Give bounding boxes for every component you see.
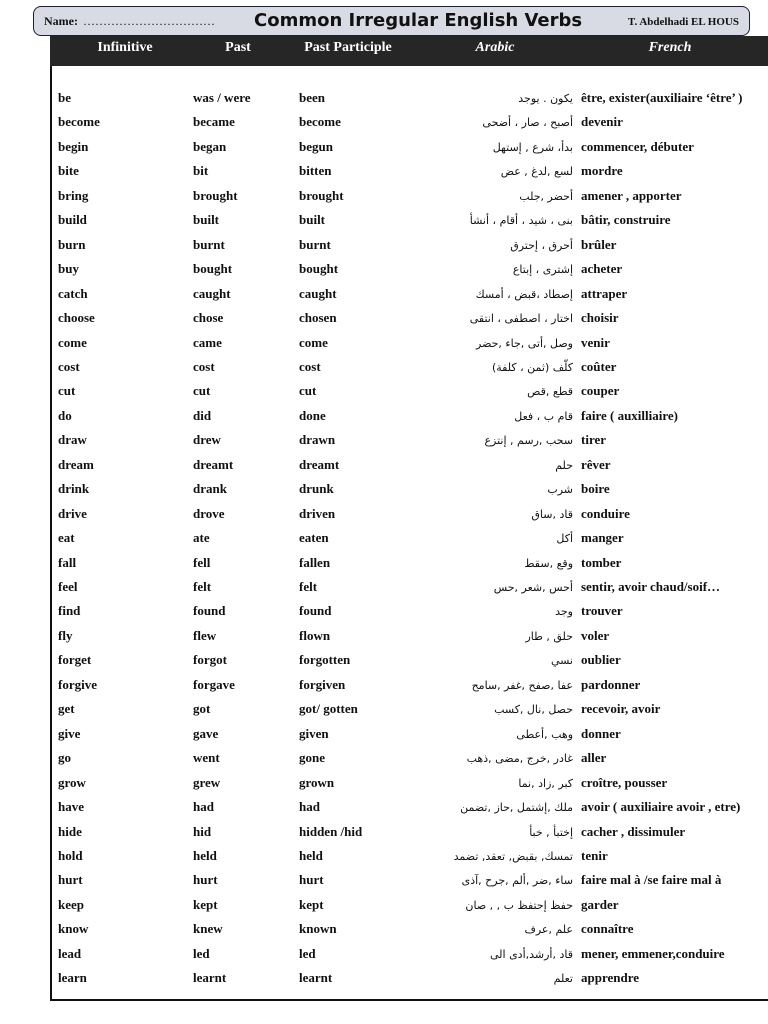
table-row <box>58 283 763 307</box>
french-cell: être, exister(auxiliaire ‘être’ ) <box>581 90 743 105</box>
past-participle-cell: forgiven <box>299 676 346 692</box>
past-participle-cell: known <box>299 921 337 937</box>
arabic-cell: كبر ,زاد ,نما <box>518 776 573 790</box>
past-cell: bought <box>193 261 233 277</box>
infinitive-cell: build <box>58 212 87 228</box>
author-name: T. Abdelhadi EL HOUS <box>627 16 739 28</box>
past-cell: found <box>193 603 226 619</box>
past-participle-cell: bought <box>299 261 339 277</box>
french-cell: brûler <box>581 236 617 252</box>
table-row <box>58 796 763 820</box>
table-row <box>58 527 763 551</box>
arabic-cell: إختبأ , خبأ <box>529 825 573 839</box>
past-participle-cell: fallen <box>299 554 331 570</box>
table-row <box>58 576 763 600</box>
past-participle-cell: chosen <box>299 310 337 326</box>
arabic-cell: ساء ,ضر ,ألم ,جرح ,آذى <box>461 874 573 888</box>
past-participle-cell: held <box>299 847 323 863</box>
table-row <box>58 600 763 624</box>
past-cell: drank <box>193 481 227 497</box>
french-cell: tirer <box>581 432 607 448</box>
column-header-past-participle: Past Participle <box>304 40 392 55</box>
column-header-infinitive: Infinitive <box>97 40 153 55</box>
table-row <box>58 136 763 160</box>
past-participle-cell: hidden /hid <box>299 823 363 839</box>
infinitive-cell: fall <box>58 554 77 570</box>
french-cell: conduire <box>581 505 630 521</box>
past-cell: drove <box>193 505 225 521</box>
infinitive-cell: cut <box>58 383 76 399</box>
past-participle-cell: brought <box>299 187 344 203</box>
infinitive-cell: forget <box>58 652 92 668</box>
infinitive-cell: begin <box>58 138 89 154</box>
column-header-arabic: Arabic <box>475 40 515 55</box>
past-participle-cell: become <box>299 114 341 130</box>
infinitive-cell: lead <box>58 945 82 961</box>
past-participle-cell: given <box>299 725 329 741</box>
worksheet-header <box>33 6 750 36</box>
past-cell: fell <box>193 554 211 570</box>
french-cell: mener, emmener,conduire <box>581 945 725 961</box>
infinitive-cell: choose <box>58 310 95 326</box>
past-cell: began <box>193 138 227 154</box>
table-row <box>58 380 763 404</box>
french-cell: faire mal à /se faire mal à <box>581 872 722 888</box>
french-cell: rêver <box>581 456 611 472</box>
french-cell: apprendre <box>581 970 640 986</box>
infinitive-cell: find <box>58 603 81 619</box>
table-row <box>58 967 763 991</box>
past-cell: did <box>193 407 212 423</box>
french-cell: connaître <box>581 921 634 937</box>
name-blank: …………………………… <box>83 14 215 28</box>
table-row <box>58 723 763 747</box>
column-header-french: French <box>648 40 692 55</box>
past-cell: dreamt <box>193 456 234 472</box>
arabic-cell: أحضر ,جلب <box>519 189 573 203</box>
past-participle-cell: bitten <box>299 163 332 179</box>
infinitive-cell: dream <box>58 456 94 472</box>
infinitive-cell: have <box>58 799 84 815</box>
arabic-cell: سحب ,رسم , إنتزع <box>484 434 573 448</box>
table-row <box>58 503 763 527</box>
past-cell: cut <box>193 383 211 399</box>
arabic-cell: بدأ، شرع , إستهل <box>492 140 573 154</box>
past-participle-cell: had <box>299 799 320 815</box>
arabic-cell: أحرق ، إحترق <box>510 238 573 252</box>
infinitive-cell: get <box>58 701 75 717</box>
french-cell: voler <box>581 627 610 643</box>
arabic-cell: وقع ,سقط <box>524 556 573 570</box>
french-cell: sentir, avoir chaud/soif… <box>581 579 721 594</box>
arabic-cell: بنى ، شيد ، أقام ، أنشأ <box>469 214 573 228</box>
infinitive-cell: hide <box>58 823 82 839</box>
infinitive-cell: drive <box>58 505 87 521</box>
french-cell: tomber <box>581 554 622 570</box>
past-cell: felt <box>193 579 212 594</box>
table-row <box>58 478 763 502</box>
french-cell: donner <box>581 725 621 741</box>
past-participle-cell: got/ gotten <box>299 701 358 717</box>
table-row <box>58 405 763 429</box>
past-cell: was / were <box>193 90 251 105</box>
arabic-cell: كلّف (ثمن ، كلفة) <box>491 360 573 374</box>
arabic-cell: لسع ,لدغ , عض <box>500 165 573 179</box>
past-cell: cost <box>193 358 215 374</box>
past-participle-cell: been <box>299 90 325 105</box>
table-row <box>58 258 763 282</box>
past-participle-cell: eaten <box>299 530 329 546</box>
table-row <box>58 552 763 576</box>
french-cell: mordre <box>581 163 623 179</box>
arabic-cell: أكل <box>556 532 573 546</box>
past-participle-cell: drunk <box>299 481 334 497</box>
french-cell: amener , apporter <box>581 187 682 203</box>
table-row <box>58 918 763 942</box>
table-header-row <box>50 36 768 66</box>
past-participle-cell: cost <box>299 358 321 374</box>
infinitive-cell: hold <box>58 847 83 863</box>
infinitive-cell: fly <box>58 627 73 643</box>
past-cell: got <box>193 701 211 717</box>
table-row <box>58 209 763 233</box>
past-cell: came <box>193 334 222 350</box>
past-cell: went <box>193 750 220 766</box>
french-cell: recevoir, avoir <box>581 701 661 717</box>
infinitive-cell: become <box>58 114 100 130</box>
table-row <box>58 111 763 135</box>
arabic-cell: إشترى ، إبتاع <box>512 263 573 277</box>
infinitive-cell: feel <box>58 579 78 594</box>
infinitive-cell: bring <box>58 187 89 203</box>
french-cell: faire ( auxilliaire) <box>581 407 678 423</box>
table-row <box>58 845 763 869</box>
arabic-cell: تعلم <box>553 972 573 986</box>
infinitive-cell: eat <box>58 530 75 546</box>
infinitive-cell: come <box>58 334 87 350</box>
french-cell: avoir ( auxiliaire avoir , etre) <box>581 799 741 815</box>
infinitive-cell: buy <box>58 261 79 277</box>
table-row <box>58 185 763 209</box>
past-cell: ate <box>193 530 210 546</box>
arabic-cell: حفظ إحتفظ ب , , صان <box>465 898 573 912</box>
table-row <box>58 332 763 356</box>
infinitive-cell: bite <box>58 163 79 179</box>
infinitive-cell: learn <box>58 970 87 986</box>
infinitive-cell: be <box>58 90 71 105</box>
french-cell: garder <box>581 896 619 912</box>
past-cell: built <box>193 212 220 228</box>
french-cell: devenir <box>581 114 623 130</box>
arabic-cell: أصبح ، صار ، أضحى <box>482 116 573 130</box>
past-participle-cell: hurt <box>299 872 324 888</box>
arabic-cell: علم ,عرف <box>524 923 573 937</box>
arabic-cell: أحس ,شعر ,حس <box>493 581 573 594</box>
past-participle-cell: kept <box>299 896 324 912</box>
past-participle-cell: built <box>299 212 326 228</box>
table-row <box>58 894 763 918</box>
past-cell: chose <box>193 310 224 326</box>
infinitive-cell: cost <box>58 358 80 374</box>
past-participle-cell: found <box>299 603 332 619</box>
table-row <box>58 943 763 967</box>
french-cell: tenir <box>581 847 608 863</box>
french-cell: choisir <box>581 310 619 326</box>
french-cell: pardonner <box>581 676 641 692</box>
past-participle-cell: begun <box>299 138 333 154</box>
past-cell: brought <box>193 187 238 203</box>
french-cell: bâtir, construire <box>581 212 671 228</box>
french-cell: aller <box>581 750 607 766</box>
arabic-cell: يكون . يوجد <box>518 92 573 105</box>
past-participle-cell: cut <box>299 383 317 399</box>
french-cell: acheter <box>581 261 623 277</box>
arabic-cell: قام ب ، فعل <box>514 409 573 423</box>
infinitive-cell: grow <box>58 774 86 790</box>
french-cell: boire <box>581 481 610 497</box>
french-cell: commencer, débuter <box>581 138 694 154</box>
past-cell: led <box>193 945 210 961</box>
past-cell: had <box>193 799 214 815</box>
french-cell: venir <box>581 334 610 350</box>
arabic-cell: وهب ,أعطى <box>516 727 573 741</box>
table-row <box>58 234 763 258</box>
arabic-cell: قطع ,قص <box>527 385 573 399</box>
arabic-cell: وجد <box>555 605 573 619</box>
past-participle-cell: caught <box>299 285 337 301</box>
past-participle-cell: drawn <box>299 432 336 448</box>
arabic-cell: عفا ,صفح ,غفر ,سامح <box>471 678 573 692</box>
infinitive-cell: know <box>58 921 89 937</box>
arabic-cell: شرب <box>547 483 573 497</box>
name-label: Name: <box>44 14 78 28</box>
french-cell: attraper <box>581 285 628 301</box>
table-row <box>58 307 763 331</box>
infinitive-cell: hurt <box>58 872 83 888</box>
table-row <box>58 772 763 796</box>
past-participle-cell: come <box>299 334 328 350</box>
infinitive-cell: burn <box>58 236 86 252</box>
past-cell: flew <box>193 627 217 643</box>
past-participle-cell: felt <box>299 579 318 594</box>
arabic-cell: حلق , طار <box>525 629 573 643</box>
past-participle-cell: flown <box>299 627 331 643</box>
table-row <box>58 674 763 698</box>
table-row <box>58 698 763 722</box>
page-title: Common Irregular English Verbs <box>254 10 583 31</box>
infinitive-cell: do <box>58 407 72 423</box>
french-cell: couper <box>581 383 620 399</box>
french-cell: manger <box>581 530 624 546</box>
french-cell: cacher , dissimuler <box>581 823 686 839</box>
past-cell: bit <box>193 163 209 179</box>
past-cell: burnt <box>193 236 225 252</box>
arabic-cell: حلم <box>555 458 573 472</box>
infinitive-cell: forgive <box>58 676 97 692</box>
past-participle-cell: dreamt <box>299 456 340 472</box>
past-cell: grew <box>193 774 221 790</box>
table-row <box>58 356 763 380</box>
arabic-cell: ملك ,إشتمل ,حاز ,تضمن <box>460 801 573 815</box>
past-cell: became <box>193 114 235 130</box>
arabic-cell: اختار ، اصطفى ، انتقى <box>469 312 573 326</box>
past-cell: knew <box>193 921 223 937</box>
french-cell: trouver <box>581 603 623 619</box>
past-cell: kept <box>193 896 218 912</box>
table-row <box>58 87 763 111</box>
table-row <box>58 429 763 453</box>
past-participle-cell: driven <box>299 505 336 521</box>
column-header-past: Past <box>225 40 251 55</box>
table-row <box>58 821 763 845</box>
past-participle-cell: burnt <box>299 236 331 252</box>
table-row <box>58 747 763 771</box>
arabic-cell: قاد ,أرشد,أدى الى <box>490 947 573 961</box>
past-participle-cell: forgotten <box>299 652 351 668</box>
past-cell: hid <box>193 823 212 839</box>
past-participle-cell: grown <box>299 774 335 790</box>
past-cell: caught <box>193 285 231 301</box>
french-cell: oublier <box>581 652 621 668</box>
past-cell: learnt <box>193 970 227 986</box>
table-row <box>58 649 763 673</box>
infinitive-cell: give <box>58 725 81 741</box>
french-cell: croître, pousser <box>581 774 668 790</box>
arabic-cell: حصل ,نال ,كسب <box>494 703 573 717</box>
past-cell: drew <box>193 432 221 448</box>
arabic-cell: قاد ,ساق <box>531 507 573 521</box>
french-cell: coûter <box>581 358 617 374</box>
past-cell: forgot <box>193 652 227 668</box>
past-participle-cell: done <box>299 407 326 423</box>
table-row <box>58 454 763 478</box>
past-cell: gave <box>193 725 219 741</box>
arabic-cell: وصل ,أتى ,جاء ,حضر <box>476 336 573 350</box>
infinitive-cell: keep <box>58 896 84 912</box>
arabic-cell: إصطاد ،قبض ، أمسك <box>475 287 573 301</box>
past-participle-cell: gone <box>299 750 325 766</box>
infinitive-cell: catch <box>58 285 88 301</box>
past-cell: forgave <box>193 676 235 692</box>
past-participle-cell: led <box>299 945 316 961</box>
past-participle-cell: learnt <box>299 970 333 986</box>
arabic-cell: نسي <box>550 654 573 668</box>
infinitive-cell: go <box>58 750 71 766</box>
table-row <box>58 869 763 893</box>
arabic-cell: تمسك, بقبض, تعقد, تضمد <box>453 849 573 863</box>
past-cell: held <box>193 847 217 863</box>
table-row <box>58 160 763 184</box>
infinitive-cell: draw <box>58 432 87 448</box>
infinitive-cell: drink <box>58 481 90 497</box>
table-row <box>58 625 763 649</box>
past-cell: hurt <box>193 872 218 888</box>
arabic-cell: غادر ,خرج ,مضى ,ذهب <box>466 752 573 766</box>
